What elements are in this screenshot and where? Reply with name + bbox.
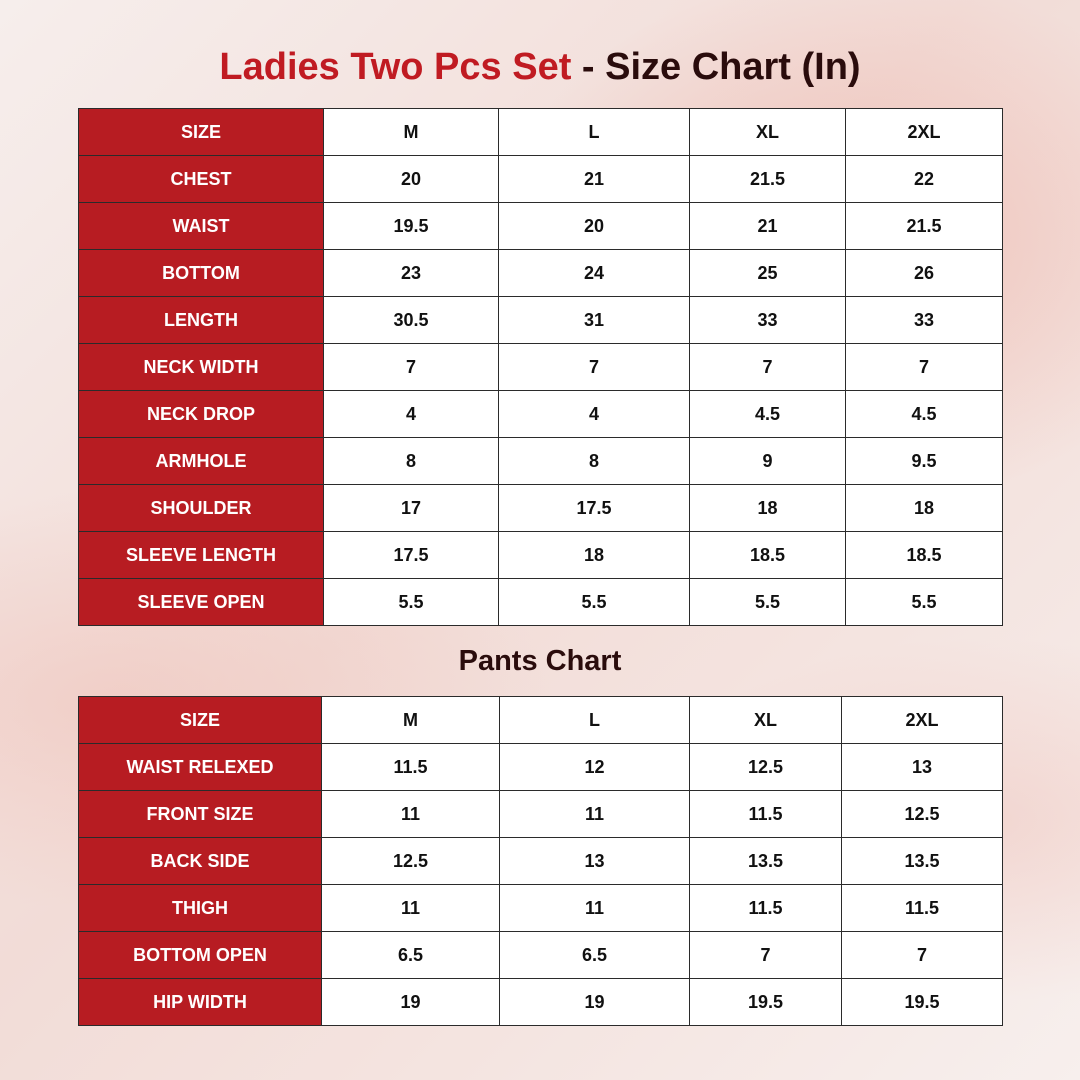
top-measurement-value: 17.5 bbox=[324, 532, 499, 579]
top-table-row bbox=[79, 344, 1003, 391]
top-measurement-label: NECK DROP bbox=[79, 391, 324, 438]
pants-size-header: SIZE bbox=[79, 697, 322, 744]
top-table-row bbox=[79, 391, 1003, 438]
pants-measurement-value: 7 bbox=[842, 932, 1003, 979]
top-measurement-value: 23 bbox=[324, 250, 499, 297]
top-measurement-value: 21 bbox=[690, 203, 846, 250]
top-measurement-value: 33 bbox=[690, 297, 846, 344]
top-measurement-value: 9.5 bbox=[846, 438, 1003, 485]
title-accent: Ladies Two Pcs Set bbox=[219, 46, 572, 88]
top-size-column-header: L bbox=[499, 109, 690, 156]
pants-measurement-value: 19 bbox=[322, 979, 500, 1026]
pants-measurement-value: 11 bbox=[322, 791, 500, 838]
pants-size-column-header: L bbox=[500, 697, 690, 744]
top-measurement-value: 31 bbox=[499, 297, 690, 344]
top-size-column-header: XL bbox=[690, 109, 846, 156]
pants-table-row bbox=[79, 791, 1003, 838]
top-measurement-value: 20 bbox=[499, 203, 690, 250]
top-measurement-value: 26 bbox=[846, 250, 1003, 297]
pants-table-row bbox=[79, 932, 1003, 979]
top-measurement-value: 17 bbox=[324, 485, 499, 532]
pants-measurement-value: 11 bbox=[500, 885, 690, 932]
pants-header-row bbox=[79, 697, 1003, 744]
top-measurement-value: 4 bbox=[499, 391, 690, 438]
pants-measurement-label: FRONT SIZE bbox=[79, 791, 322, 838]
pants-measurement-value: 13.5 bbox=[842, 838, 1003, 885]
pants-measurement-value: 7 bbox=[690, 932, 842, 979]
top-measurement-label: CHEST bbox=[79, 156, 324, 203]
top-size-column-header: M bbox=[324, 109, 499, 156]
top-measurement-label: ARMHOLE bbox=[79, 438, 324, 485]
top-measurement-value: 9 bbox=[690, 438, 846, 485]
top-measurement-value: 18 bbox=[499, 532, 690, 579]
pants-table-row bbox=[79, 838, 1003, 885]
pants-measurement-value: 11.5 bbox=[690, 885, 842, 932]
top-measurement-value: 30.5 bbox=[324, 297, 499, 344]
top-measurement-value: 4.5 bbox=[690, 391, 846, 438]
pants-measurement-value: 12.5 bbox=[322, 838, 500, 885]
top-measurement-value: 7 bbox=[324, 344, 499, 391]
pants-size-column-header: M bbox=[322, 697, 500, 744]
top-table-row bbox=[79, 485, 1003, 532]
top-header-row bbox=[79, 109, 1003, 156]
top-table-row bbox=[79, 579, 1003, 626]
pants-measurement-value: 13 bbox=[842, 744, 1003, 791]
pants-measurement-value: 11.5 bbox=[322, 744, 500, 791]
pants-measurement-value: 6.5 bbox=[322, 932, 500, 979]
top-measurement-label: SLEEVE LENGTH bbox=[79, 532, 324, 579]
top-table-row bbox=[79, 297, 1003, 344]
top-measurement-value: 21.5 bbox=[690, 156, 846, 203]
top-table-row bbox=[79, 203, 1003, 250]
top-size-chart bbox=[78, 108, 1003, 626]
pants-table-row bbox=[79, 744, 1003, 791]
top-measurement-value: 8 bbox=[499, 438, 690, 485]
page-title bbox=[0, 44, 1080, 90]
top-size-chart-body bbox=[79, 109, 1003, 626]
top-table-row bbox=[79, 250, 1003, 297]
pants-measurement-value: 12 bbox=[500, 744, 690, 791]
top-measurement-value: 4.5 bbox=[846, 391, 1003, 438]
pants-measurement-value: 19.5 bbox=[842, 979, 1003, 1026]
top-measurement-value: 7 bbox=[846, 344, 1003, 391]
top-measurement-value: 7 bbox=[499, 344, 690, 391]
top-measurement-label: LENGTH bbox=[79, 297, 324, 344]
pants-measurement-value: 13.5 bbox=[690, 838, 842, 885]
pants-chart-title: Pants Chart bbox=[458, 645, 622, 677]
top-measurement-value: 24 bbox=[499, 250, 690, 297]
top-measurement-value: 21 bbox=[499, 156, 690, 203]
pants-measurement-label: THIGH bbox=[79, 885, 322, 932]
pants-table-row bbox=[79, 885, 1003, 932]
pants-table-row bbox=[79, 979, 1003, 1026]
top-measurement-value: 8 bbox=[324, 438, 499, 485]
top-table-row bbox=[79, 438, 1003, 485]
top-measurement-value: 17.5 bbox=[499, 485, 690, 532]
top-measurement-value: 22 bbox=[846, 156, 1003, 203]
top-measurement-value: 18 bbox=[846, 485, 1003, 532]
pants-measurement-value: 19.5 bbox=[690, 979, 842, 1026]
top-measurement-value: 5.5 bbox=[846, 579, 1003, 626]
top-measurement-label: WAIST bbox=[79, 203, 324, 250]
top-measurement-label: SLEEVE OPEN bbox=[79, 579, 324, 626]
top-size-column-header: 2XL bbox=[846, 109, 1003, 156]
top-size-header: SIZE bbox=[79, 109, 324, 156]
top-measurement-value: 7 bbox=[690, 344, 846, 391]
pants-size-chart bbox=[78, 696, 1003, 1026]
pants-measurement-value: 12.5 bbox=[842, 791, 1003, 838]
pants-measurement-value: 11.5 bbox=[842, 885, 1003, 932]
top-measurement-value: 5.5 bbox=[690, 579, 846, 626]
pants-measurement-label: BACK SIDE bbox=[79, 838, 322, 885]
pants-size-chart-body bbox=[79, 697, 1003, 1026]
pants-measurement-value: 11 bbox=[500, 791, 690, 838]
top-measurement-value: 18.5 bbox=[846, 532, 1003, 579]
pants-measurement-value: 11.5 bbox=[690, 791, 842, 838]
top-measurement-value: 25 bbox=[690, 250, 846, 297]
pants-measurement-value: 11 bbox=[322, 885, 500, 932]
top-measurement-value: 5.5 bbox=[499, 579, 690, 626]
top-measurement-value: 18 bbox=[690, 485, 846, 532]
top-measurement-value: 33 bbox=[846, 297, 1003, 344]
pants-measurement-label: HIP WIDTH bbox=[79, 979, 322, 1026]
pants-measurement-label: BOTTOM OPEN bbox=[79, 932, 322, 979]
top-table-row bbox=[79, 156, 1003, 203]
top-measurement-value: 19.5 bbox=[324, 203, 499, 250]
pants-measurement-value: 13 bbox=[500, 838, 690, 885]
top-table-row bbox=[79, 532, 1003, 579]
pants-measurement-value: 19 bbox=[500, 979, 690, 1026]
pants-size-column-header: XL bbox=[690, 697, 842, 744]
top-measurement-value: 20 bbox=[324, 156, 499, 203]
top-measurement-value: 18.5 bbox=[690, 532, 846, 579]
pants-size-column-header: 2XL bbox=[842, 697, 1003, 744]
top-measurement-label: NECK WIDTH bbox=[79, 344, 324, 391]
pants-measurement-label: WAIST RELEXED bbox=[79, 744, 322, 791]
top-measurement-value: 5.5 bbox=[324, 579, 499, 626]
top-measurement-label: BOTTOM bbox=[79, 250, 324, 297]
pants-measurement-value: 12.5 bbox=[690, 744, 842, 791]
top-measurement-label: SHOULDER bbox=[79, 485, 324, 532]
top-measurement-value: 4 bbox=[324, 391, 499, 438]
pants-measurement-value: 6.5 bbox=[500, 932, 690, 979]
title-rest: - Size Chart (In) bbox=[571, 46, 861, 88]
top-measurement-value: 21.5 bbox=[846, 203, 1003, 250]
